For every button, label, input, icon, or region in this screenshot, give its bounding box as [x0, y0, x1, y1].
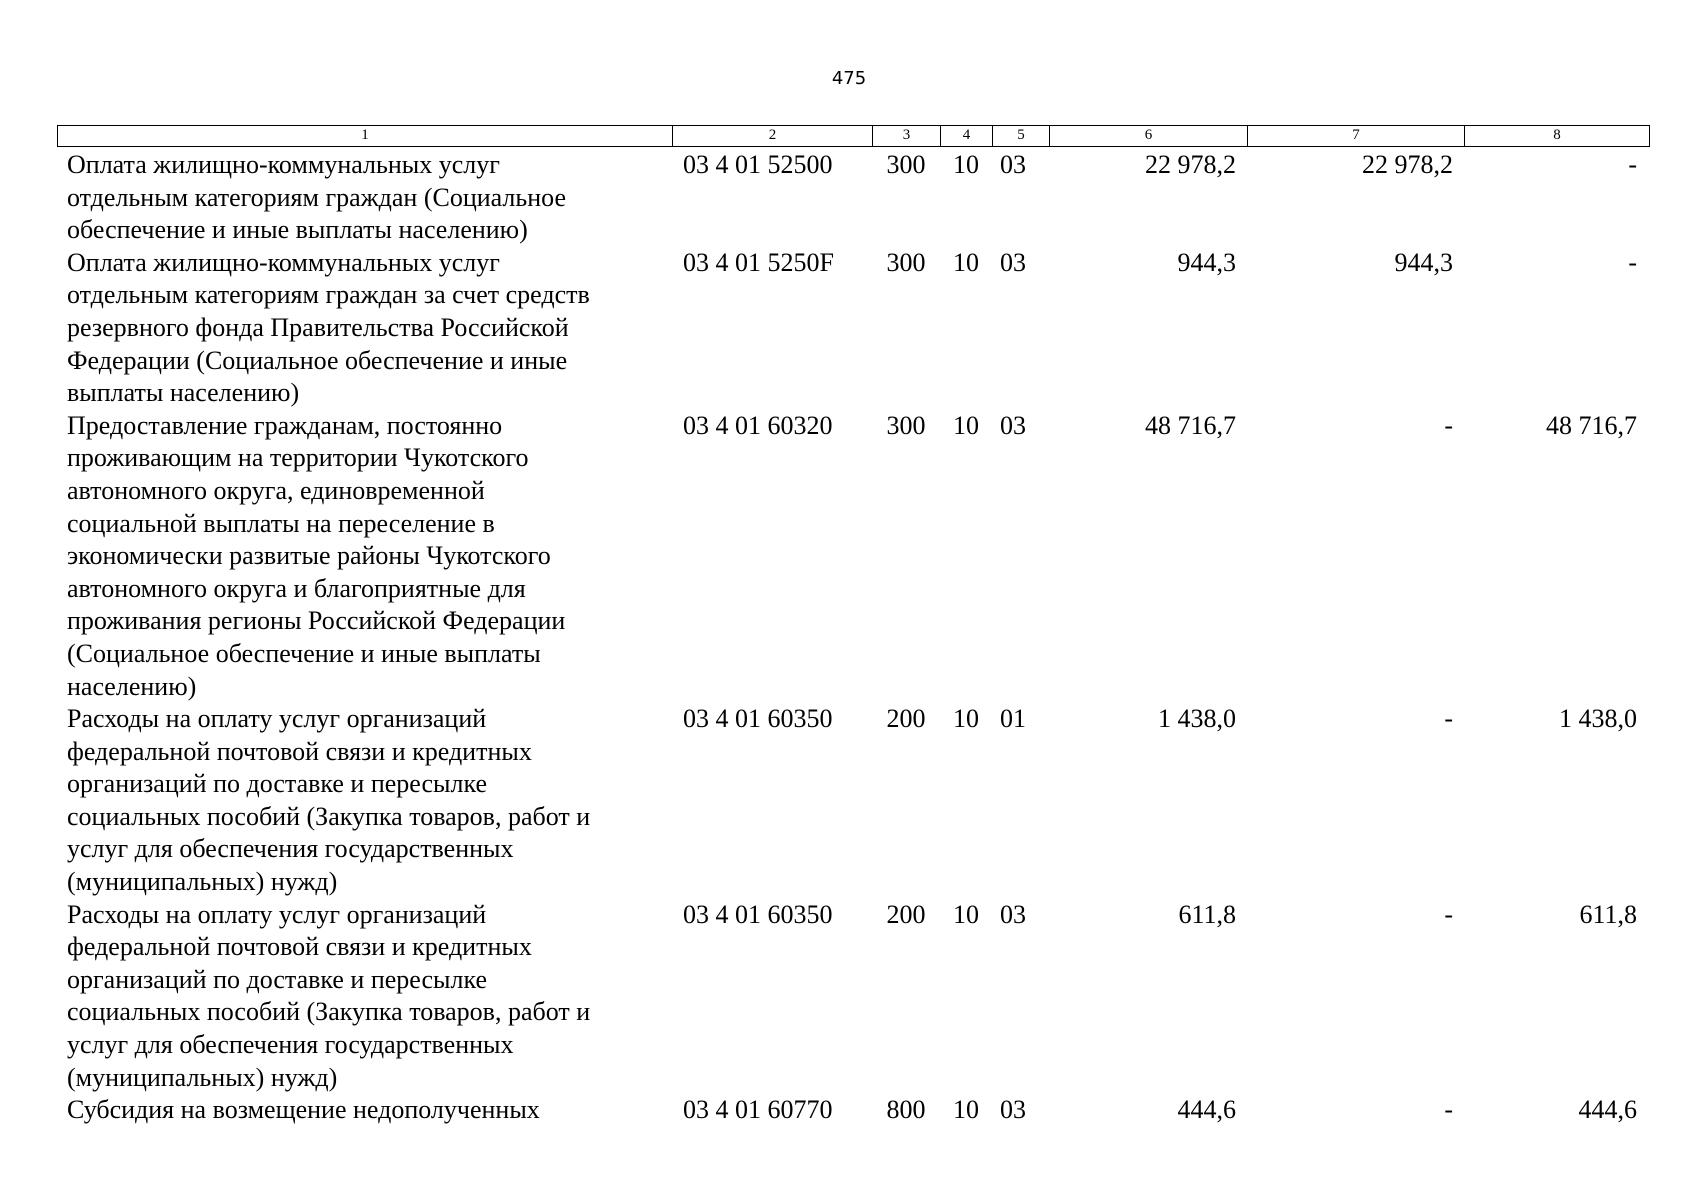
amount-total: 944,3 — [1177, 247, 1236, 277]
amount-federal: 944,3 — [1394, 247, 1453, 277]
expense-name-line: социальных пособий (Закупка товаров, работ и — [67, 997, 591, 1027]
expense-name-line: услуг для обеспечения государственных — [67, 1030, 514, 1060]
expense-type-code: 300 — [886, 150, 926, 179]
amount-regional: - — [1628, 247, 1637, 277]
section-code: 10 — [953, 899, 979, 929]
column-header: 2 — [673, 126, 873, 146]
subsection-code: 03 — [1000, 247, 1026, 277]
table-row — [57, 1094, 1650, 1127]
amount-regional: 48 716,7 — [1546, 410, 1637, 440]
expense-name-line: выплаты населению) — [67, 378, 300, 408]
target-article-code: 03 4 01 52500 — [683, 150, 833, 179]
subsection-code: 01 — [1000, 704, 1026, 734]
expense-name-line: отдельным категориям граждан за счет средств — [67, 280, 590, 310]
expense-name — [57, 899, 672, 1095]
expense-name — [57, 410, 672, 703]
expense-name-line: Оплата жилищно-коммунальных услуг — [67, 247, 500, 277]
expense-name-line: Расходы на оплату услуг организаций — [67, 704, 487, 734]
amount-total: 611,8 — [1178, 899, 1236, 929]
target-article-code: 03 4 01 60350 — [683, 899, 833, 929]
table-row — [57, 410, 1650, 703]
expense-name — [57, 1094, 672, 1127]
page-number: 475 — [831, 68, 867, 89]
expense-name-line: отдельным категориям граждан (Социальное — [67, 182, 567, 212]
table-row — [57, 149, 1650, 247]
table-row — [57, 247, 1650, 410]
amount-federal: 22 978,2 — [1362, 150, 1453, 179]
amount-federal: - — [1444, 1095, 1453, 1125]
column-header: 8 — [1553, 127, 1561, 143]
expense-name — [57, 703, 672, 899]
target-article-code: 03 4 01 60350 — [683, 704, 833, 734]
section-code: 10 — [953, 410, 979, 440]
expense-name-line: автономного округа, единовременной — [67, 475, 485, 505]
section-code: 10 — [953, 247, 979, 277]
expense-name-line: социальных пособий (Закупка товаров, работ и — [67, 801, 591, 831]
expense-name-line: населению) — [67, 671, 197, 701]
expense-name-line: (муниципальных) нужд) — [67, 867, 338, 897]
expense-name-line: (муниципальных) нужд) — [67, 1062, 338, 1092]
expense-name-line: услуг для обеспечения государственных — [67, 834, 514, 864]
expense-name-line: Расходы на оплату услуг организаций — [67, 899, 487, 929]
column-header: 3 — [873, 126, 941, 146]
section-code: 10 — [953, 150, 979, 179]
amount-federal: - — [1444, 899, 1453, 929]
expense-name-line: социальной выплаты на переселение в — [67, 508, 495, 538]
column-header: 7 — [1248, 126, 1465, 146]
column-header: 4 — [941, 126, 993, 146]
expense-name-line: проживающим на территории Чукотского — [67, 443, 529, 473]
expense-name-line: обеспечение и иные выплаты населению) — [67, 215, 528, 245]
section-code: 10 — [953, 704, 979, 734]
subsection-code: 03 — [1000, 150, 1026, 179]
column-header: 6 — [1050, 126, 1248, 146]
table-row — [57, 899, 1650, 1095]
target-article-code: 03 4 01 60320 — [683, 410, 833, 440]
amount-total: 48 716,7 — [1145, 410, 1236, 440]
subsection-code: 03 — [1000, 1095, 1026, 1125]
amount-federal: - — [1444, 410, 1453, 440]
column-header: 5 — [993, 126, 1050, 146]
amount-federal: - — [1444, 704, 1453, 734]
expense-name-line: Предоставление гражданам, постоянно — [67, 410, 503, 440]
amount-total: 1 438,0 — [1158, 704, 1236, 734]
amount-regional: 444,6 — [1578, 1095, 1637, 1125]
expense-name-line: организаций по доставке и пересылке — [67, 964, 487, 994]
table-header — [57, 125, 1650, 147]
section-code: 10 — [953, 1095, 979, 1125]
expense-type-code: 200 — [886, 899, 926, 929]
subsection-code: 03 — [1000, 410, 1026, 440]
table-body — [57, 149, 1650, 1127]
amount-regional: 611,8 — [1579, 899, 1637, 929]
expense-type-code: 800 — [886, 1095, 926, 1125]
expense-name — [57, 149, 672, 247]
expense-name-line: организаций по доставке и пересылке — [67, 769, 487, 799]
expense-name-line: федеральной почтовой связи и кредитных — [67, 932, 532, 962]
expense-type-code: 300 — [886, 247, 926, 277]
expense-name-line: экономически развитые районы Чукотского — [67, 541, 551, 571]
target-article-code: 03 4 01 5250F — [683, 247, 834, 277]
expense-name-line: Оплата жилищно-коммунальных услуг — [67, 150, 500, 179]
expense-type-code: 200 — [886, 704, 926, 734]
amount-total: 22 978,2 — [1145, 150, 1236, 179]
amount-regional: 1 438,0 — [1559, 704, 1637, 734]
expense-name-line: автономного округа и благоприятные для — [67, 573, 526, 603]
amount-total: 444,6 — [1177, 1095, 1236, 1125]
subsection-code: 03 — [1000, 899, 1026, 929]
target-article-code: 03 4 01 60770 — [683, 1095, 833, 1125]
expense-name-line: Федерации (Социальное обеспечение и иные — [67, 345, 568, 375]
expense-name-line: (Социальное обеспечение и иные выплаты — [67, 638, 541, 668]
expense-name-line: федеральной почтовой связи и кредитных — [67, 736, 532, 766]
expense-name-line: проживания регионы Российской Федерации — [67, 606, 566, 636]
column-header: 1 — [58, 126, 673, 146]
expense-name — [57, 247, 672, 410]
amount-regional: - — [1628, 150, 1637, 179]
expense-name-line: резервного фонда Правительства Российской — [67, 312, 569, 342]
expense-type-code: 300 — [886, 410, 926, 440]
table-row — [57, 703, 1650, 899]
expense-name-line: Субсидия на возмещение недополученных — [67, 1095, 540, 1125]
